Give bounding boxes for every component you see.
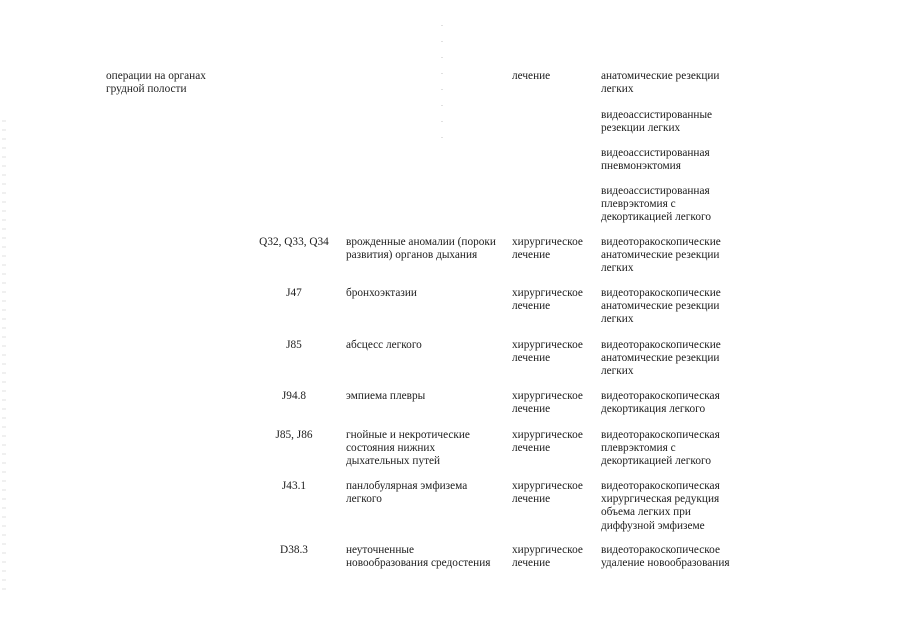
row-code: J47 [286, 287, 302, 299]
row-code: J85, J86 [275, 429, 313, 441]
row-treatment: хирургическое лечение [512, 429, 583, 455]
row-method: видеоторакоскопические анатомические резекции легких [601, 236, 721, 275]
row-diagnosis: эмпиема плевры [346, 390, 426, 402]
row-treatment: хирургическое лечение [512, 480, 583, 506]
header-method-2: видеоассистированные резекции легких [601, 109, 713, 135]
header-method-1: анатомические резекции легких [601, 70, 720, 96]
row-method: видеоторакоскопические анатомические резекции легких [601, 287, 721, 326]
header-treatment: лечение [512, 70, 551, 82]
row-code: J85 [286, 339, 302, 351]
row-method: видеоторакоскопическая декортикация легкого [601, 390, 720, 416]
row-diagnosis: неуточненные новообразования средостения [346, 544, 491, 570]
scan-edge-artifact [2, 120, 6, 590]
row-method: видеоторакоскопическая плеврэктомия с декортикацией легкого [601, 429, 720, 468]
row-method: видеоторакоскопическая хирургическая редукция объема легких при диффузной эмфиземе [601, 480, 720, 532]
row-code: D38.3 [280, 544, 308, 556]
scan-dots-artifact [441, 25, 443, 145]
row-diagnosis: панлобулярная эмфизема легкого [346, 480, 468, 506]
row-code: Q32, Q33, Q34 [259, 236, 329, 248]
row-diagnosis: врожденные аномалии (пороки развития) органов дыхания [346, 236, 496, 262]
row-method: видеоторакоскопическое удаление новообразования [601, 544, 730, 570]
group-name: операции на органах грудной полости [106, 70, 206, 96]
row-diagnosis: абсцесс легкого [346, 339, 422, 351]
row-treatment: хирургическое лечение [512, 390, 583, 416]
row-diagnosis: гнойные и некротические состояния нижних дыхательных путей [346, 429, 470, 468]
row-code: J43.1 [281, 480, 307, 492]
row-treatment: хирургическое лечение [512, 287, 583, 313]
row-method: видеоторакоскопические анатомические резекции легких [601, 339, 721, 378]
row-treatment: хирургическое лечение [512, 339, 583, 365]
row-diagnosis: бронхоэктазии [346, 287, 417, 299]
header-method-4: видеоассистированная плеврэктомия с декортикацией легкого [601, 185, 711, 224]
row-treatment: хирургическое лечение [512, 544, 583, 570]
row-treatment: хирургическое лечение [512, 236, 583, 262]
row-code: J94.8 [281, 390, 307, 402]
header-method-3: видеоассистированная пневмонэктомия [601, 147, 710, 173]
